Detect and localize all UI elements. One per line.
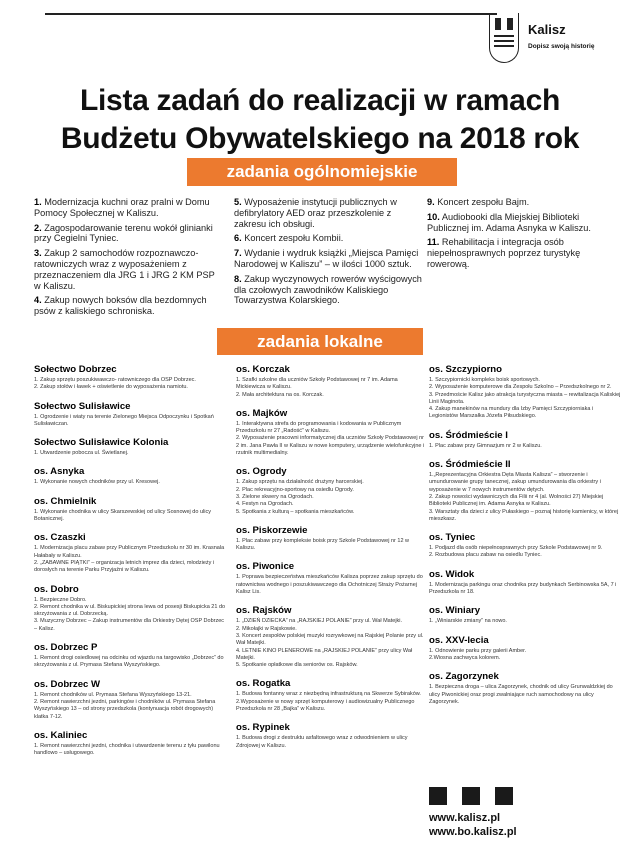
general-task-item — [34, 197, 222, 219]
local-task-item: 2. Rozbudowa placu zabaw na osiedlu Tyniec. — [429, 552, 542, 559]
district-section — [34, 401, 226, 429]
general-task-item — [427, 197, 617, 208]
local-task-item: 2.Wiosna zachwyca kolorem. — [429, 654, 501, 661]
district-name: os. Dobrzec W — [34, 678, 101, 690]
local-task-item: 2. Plac rekreacyjno-sportowy na osiedlu Ogrody. — [236, 486, 354, 493]
task-number: 5. — [234, 197, 242, 207]
district-name: os. Dobrzec P — [34, 642, 98, 654]
task-number: 11. — [427, 237, 440, 248]
district-section — [429, 430, 621, 450]
local-task-item: 1. Zakup sprzętu poszukiwawczo- ratowniczego dla OSP Dobrzec. — [34, 377, 196, 383]
task-text: Wydanie i wydruk książki „Miejsca Pamięci Narodowej w Kaliszu” – w ilości 1000 sztuk. — [234, 248, 419, 269]
district-name: os. Rogatka — [236, 678, 291, 690]
local-task-item: 2.Wyposażenie w nowy sprzęt komputerowy i audiowizualny Publicznego Przedszkola nr 28 „Bajka” w Kaliszu. — [236, 698, 415, 713]
task-text: Rehabilitacja i integracja osób niepełnosprawnych poprzez turystykę rowerową. — [427, 237, 581, 269]
task-number: 6. — [234, 233, 242, 244]
local-task-item: 1. „Winiarskie zmiany” na nowo. — [429, 618, 507, 625]
district-section — [429, 364, 621, 421]
general-task-item — [34, 223, 222, 245]
title-line-2: Budżetu Obywatelskiego na 2018 rok — [60, 122, 580, 155]
local-task-item: 2. „ZABAWNE PIĄTKI” – organizacja letnich imprez dla dzieci, młodzieży i dorosłych na terenie Parku Przyjaźni w Kaliszu. — [34, 559, 215, 574]
district-name: os. Majków — [236, 407, 288, 419]
district-section — [236, 561, 428, 596]
task-text: Zakup 2 samochodów rozpoznawczo-ratowniczych wraz z wyposażeniem z przeznaczeniem dla JRG 1 i JRG 2 KM PSP w Kaliszu. — [34, 248, 215, 291]
general-task-item — [234, 248, 422, 270]
general-task-item — [427, 237, 617, 269]
general-task-item — [34, 248, 222, 291]
district-name: Sołectwo Sulisławice Kolonia — [34, 437, 169, 449]
district-name: os. Ogrody — [236, 466, 287, 478]
district-name: Sołectwo Sulisławice — [34, 400, 131, 412]
district-section — [429, 569, 621, 597]
url-bo-kalisz[interactable]: www.bo.kalisz.pl — [429, 826, 517, 838]
local-task-item: 5. Spotkanie opłatkowe dla seniorów os. Rajsków. — [236, 662, 358, 669]
task-text: Koncert zespołu Kombii. — [241, 233, 344, 244]
local-task-item: 1. Interaktywna strefa do programowania i kodowania w Publicznym Przedszkolu nr 27 „Radość” w Kaliszu. — [236, 420, 402, 435]
district-section — [236, 722, 428, 750]
task-number: 1. — [34, 197, 42, 207]
url-kalisz[interactable]: www.kalisz.pl — [429, 812, 501, 824]
task-number: 3. — [34, 248, 42, 259]
local-task-item: 3. Zielone skwery na Ogrodach. — [236, 493, 314, 500]
district-name: os. Zagorzynek — [429, 671, 499, 683]
local-task-item: 5. Spotkania z kulturą – spotkania mieszkańców. — [236, 508, 355, 515]
top-rule — [45, 13, 497, 15]
district-name: os. Rypinek — [236, 722, 290, 734]
general-task-item — [234, 197, 422, 229]
task-number: 2. — [34, 222, 42, 233]
district-section — [236, 525, 428, 553]
task-text: Zakup nowych boksów dla bezdomnych psów z kaliskiego schroniska. — [34, 295, 207, 317]
district-name: os. Winiary — [429, 605, 481, 617]
local-task-item: 1. Plac zabaw przy kompleksie boisk przy Szkole Podstawowej nr 12 w Kaliszu. — [236, 537, 410, 552]
title-line-1: Lista zadań do realizacji w ramach — [80, 84, 560, 117]
district-name: os. Śródmieście II — [429, 459, 511, 471]
local-column-1 — [34, 364, 226, 766]
district-name: os. Piwonice — [236, 561, 295, 573]
district-section — [429, 532, 621, 560]
local-task-item: 2. Zakup stołów i ławek + oświetlenie do wyposażenia namiotu. — [34, 384, 188, 391]
district-name: Sołectwo Dobrzec — [34, 364, 117, 375]
local-task-item: 1. Ogrodzenie i wiaty na terenie Zielonego Miejsca Odpoczynku i Spotkań Sulisławiczan. — [34, 413, 214, 427]
local-task-item: 3. Przedmoście Kalisz jako atrakcja turystyczna miasta – rewitalizacja Kaliskiej Linii Maginota. — [429, 391, 621, 405]
local-task-item: 4. LETNIE KINO PLENEROWE na „RAJSKIEJ POLANIE” przy ulicy Wał Matejki. — [236, 647, 413, 661]
district-section — [34, 679, 226, 721]
local-task-item: 1.„Reprezentacyjna Orkiestra Dęta Miasta Kalisza” – stworzenie i umundurowanie grupy tanecznej, zakup umundurowania dla orkiestry i wyposażenie w 7 nowych instrumentów dętych. — [429, 472, 601, 493]
district-section — [429, 605, 621, 625]
brand-tagline: Dopisz swoją historię — [528, 43, 595, 50]
local-task-item: 3. Warsztaty dla dzieci z ulicy Pułaskiego – poznaj historię kamienicy, w której mieszkasz. — [429, 508, 619, 522]
district-section — [34, 496, 226, 524]
local-task-item: 1. Szafki szkolne dla uczniów Szkoły Podstawowej nr 7 im. Adama Mickiewicza w Kaliszu. — [236, 377, 398, 391]
district-section — [34, 730, 226, 758]
local-task-item: 4. Festyn na Ogrodach. — [236, 501, 294, 508]
local-task-item: 1. Budowa drogi z destruktu asfaltowego wraz z odwodnieniem w ulicy Zdrojowej w Kaliszu. — [236, 735, 408, 749]
district-name: os. Dobro — [34, 583, 79, 595]
task-number: 7. — [234, 248, 242, 259]
local-task-item: 2. Remont chodnika w ul. Biskupickiej strona lewa od posesji Biskupicka 21 do skrzyżowania z ul. Dobrzecką. — [34, 603, 226, 618]
general-task-item — [427, 212, 617, 234]
kalisz-crest-logo — [489, 13, 519, 63]
local-task-item: 1. Wykonanie chodnika w ulicy Skarszewskiej od ulicy Sosnowej do ulicy Botanicznej. — [34, 508, 211, 523]
district-name: os. Asnyka — [34, 466, 85, 478]
local-task-item: 2. Mikołajki w Rajskowie. — [236, 625, 297, 632]
district-section — [236, 605, 428, 669]
task-text: Zakup wyczynowych rowerów wyścigowych dla czołowych zawodników Kaliskiego Towarzystwa Kolarskiego. — [234, 273, 422, 306]
general-column-3 — [427, 197, 617, 274]
local-task-item: 1. Bezpieczne Dobro. — [34, 596, 87, 603]
brand-name: Kalisz — [528, 22, 566, 37]
local-task-item: 1. Odnowienie parku przy galerii Amber. — [429, 647, 527, 654]
district-section — [34, 466, 226, 486]
page-title — [0, 82, 640, 158]
district-section — [34, 364, 226, 392]
local-task-item: 1. Podjazd dla osób niepełnosprawnych przy Szkole Podstawowej nr 9. — [429, 545, 603, 552]
local-task-item: 1. Wykonanie nowych chodników przy ul. Kresowej. — [34, 479, 160, 486]
local-task-item: 1. Modernizacja placu zabaw przy Publicznym Przedszkolu nr 30 im. Krasnala Hałabały w Kaliszu. — [34, 545, 225, 559]
local-task-item: 2. Remont nawierzchni jezdni, parkingów i chodników ul. Prymasa Stefana Wyszyńskiego 13 – od strony przedszkola (kontynuacja robót drogowych) klatka 7-12. — [34, 698, 216, 720]
local-task-item: 3. Koncert zespołów polskiej muzyki rozrywkowej na Rajskiej Polanie przy ul. Wał Matejki. — [236, 632, 424, 647]
general-task-item — [234, 233, 422, 244]
task-text: Modernizacja kuchni oraz pralni w Domu Pomocy Społecznej w Kaliszu. — [34, 197, 210, 218]
local-task-item: 2. Mała architektura na os. Korczak. — [236, 391, 324, 398]
general-task-item — [234, 274, 422, 306]
task-text: Zagospodarowanie terenu wokół glinianki przy Cegielni Tyniec. — [34, 222, 213, 244]
footer-square — [462, 787, 480, 805]
local-column-3 — [429, 364, 621, 715]
district-section — [236, 364, 428, 399]
local-task-item: 3. Muzyczny Dobrzec – Zakup instrumentów dla Orkiestry Dętej OSP Dobrzec – Kalisz. — [34, 618, 225, 632]
local-task-item: 1. Szczypiornicki kompleks boisk sportowych. — [429, 377, 540, 383]
local-tasks-banner: zadania lokalne — [217, 328, 423, 355]
district-name: os. Szczypiorno — [429, 364, 503, 375]
footer-square — [495, 787, 513, 805]
district-name: os. Korczak — [236, 364, 290, 375]
local-task-item: 1. Zakup sprzętu na działalność drużyny harcerskiej. — [236, 479, 364, 486]
local-task-item: 1. „DZIEŃ DZIECKA” na „RAJSKIEJ POLANIE” przy ul. Wał Matejki. — [236, 618, 403, 625]
district-name: os. Piskorzewie — [236, 524, 308, 536]
district-section — [429, 459, 621, 523]
district-name: os. Rajsków — [236, 605, 292, 617]
local-task-item: 1. Remont drogi osiedlowej na odcinku od wjazdu na targowisko „Dobrzec” do skrzyżowania z ul. Prymasa Stefana Wyszyńskiego. — [34, 655, 224, 669]
district-name: os. Śródmieście I — [429, 429, 508, 441]
local-task-item: 2. Zakup nowości wydawniczych dla Filii nr 4 (al. Wolności 27) Miejskiej Biblioteki Publicznej im. Adama Asnyka w Kaliszu. — [429, 493, 604, 508]
district-name: os. Widok — [429, 568, 475, 580]
general-tasks-banner: zadania ogólnomiejskie — [187, 158, 457, 186]
local-task-item: 1. Budowa fontanny wraz z niezbędną infrastrukturą na Skwerze Sybiraków. — [236, 691, 421, 698]
task-number: 8. — [234, 273, 242, 284]
district-section — [236, 678, 428, 713]
local-task-item: 2. Wyposażenie pracowni informatycznej dla uczniów Szkoły Podstawowej nr 2 im. Jana Pawła II w Kaliszu w nowe komputery, urządzenie wielofunkcyjne i rzutnik multimedialny. — [236, 435, 425, 457]
district-section — [34, 584, 226, 633]
task-text: Koncert zespołu Bajm. — [434, 197, 530, 207]
local-task-item: 1. Plac zabaw przy Gimnazjum nr 2 w Kaliszu. — [429, 442, 542, 449]
local-task-item: 4. Zakup manekinów na mundury dla Izby Pamięci Szczypiorniaka i Legionistów Marszałka Józefa Piłsudskiego. — [429, 406, 594, 420]
district-name: os. Tyniec — [429, 532, 476, 544]
local-task-item: 1. Modernizacja parkingu oraz chodnika przy budynkach Serbinowska 5A, 7 i Przedszkola nr 18. — [429, 581, 617, 596]
footer-square — [429, 787, 447, 805]
district-section — [34, 642, 226, 670]
local-task-item: 2. Wyposażenie komputerowe dla Zespołu Szkolno – Przedszkolnego nr 2. — [429, 384, 612, 391]
general-task-item — [34, 295, 222, 317]
district-name: os. Kaliniec — [34, 729, 88, 741]
local-column-2 — [236, 364, 428, 759]
task-text: Audiobooki dla Miejskiej Biblioteki Publicznej im. Adama Asnyka w Kaliszu. — [427, 211, 591, 233]
task-text: Wyposażenie instytucji publicznych w defibrylatory AED oraz przeszkolenie z zakresu ich obsługi. — [234, 197, 397, 229]
local-task-item: 1. Remont chodników ul. Prymasa Stefana Wyszyńskiego 13-21. — [34, 691, 192, 698]
district-section — [429, 635, 621, 663]
district-name: os. XXV-lecia — [429, 634, 489, 646]
local-task-item: 1. Poprawa bezpieczeństwa mieszkańców Kalisza poprzez zakup sprzętu do ratownictwa wodnego i poszukiwawczego dla Ochotniczej Straży Pożarnej Kalisz Lis. — [236, 574, 423, 596]
district-section — [34, 532, 226, 574]
local-task-item: 1. Remont nawierzchni jezdni, chodnika i utwardzenie terenu z tyłu pawilonu handlowo – usługowego. — [34, 742, 220, 757]
task-number: 4. — [34, 295, 42, 306]
task-number: 10. — [427, 211, 440, 222]
local-task-item: 1. Utwardzenie pobocza ul. Świetlanej. — [34, 450, 129, 457]
general-column-1 — [34, 197, 222, 321]
district-section — [236, 466, 428, 515]
general-column-2 — [234, 197, 422, 310]
local-task-item: 1. Bezpieczna droga – ulica Zagorzynek, chodnik od ulicy Grunwaldzkiej do ulicy Piwonickiej oraz progi zwalniające ruch samochodowy na ulicy Zagorzynek. — [429, 684, 613, 705]
district-section — [429, 671, 621, 706]
district-name: os. Czaszki — [34, 532, 86, 544]
district-name: os. Chmielnik — [34, 495, 97, 507]
district-section — [236, 408, 428, 457]
task-number: 9. — [427, 197, 435, 207]
district-section — [34, 437, 226, 457]
